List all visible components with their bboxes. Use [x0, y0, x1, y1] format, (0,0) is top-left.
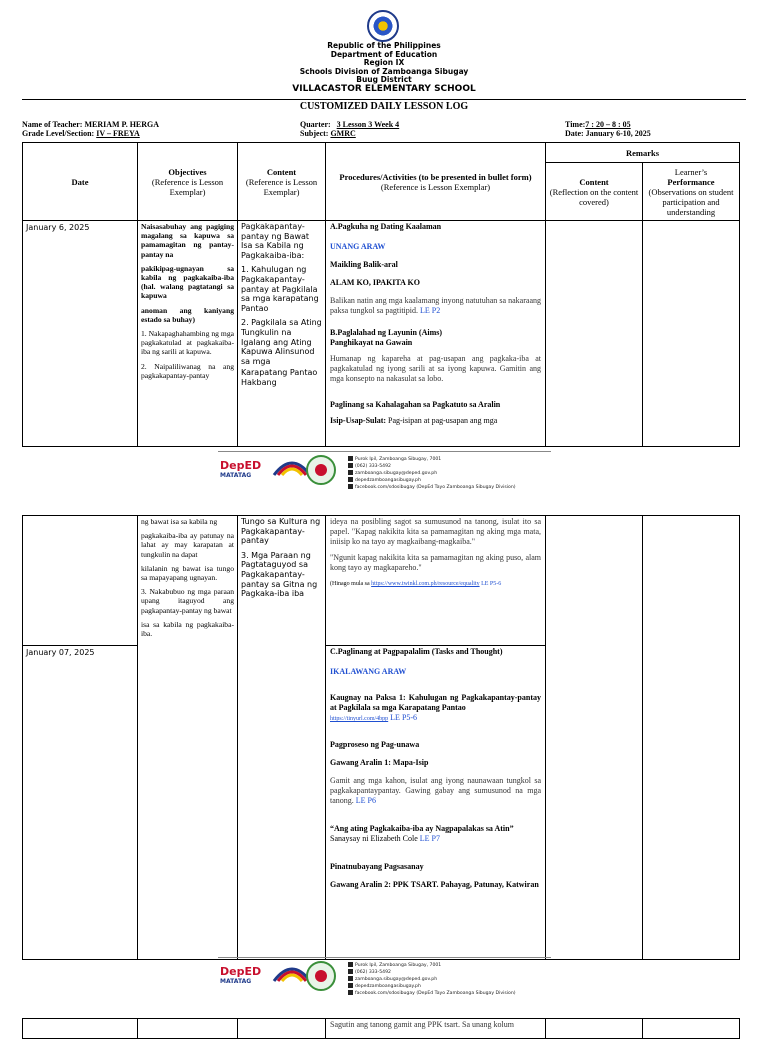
subheading: Pinatnubayang Pagsasanay	[330, 862, 424, 871]
contact-block: Purok Ipil, Zamboanga Sibugay, 7001 (062) 333-5492 zamboanga.sibugay@deped.gov.ph depedzamboangasibugay.ph facebook.com/sdosibugay (DepEd Tayo Zamboanga Sibugay Division)	[348, 456, 516, 491]
learner-performance-cell	[643, 221, 740, 447]
phone-icon	[348, 969, 353, 974]
header-date: Date	[23, 143, 138, 221]
facebook-icon	[348, 484, 353, 489]
deped-seal-icon	[367, 10, 399, 42]
deped-logo-icon: DepED	[220, 459, 262, 472]
grade-section: IV – FREYA	[96, 129, 140, 138]
activity-text: Balikan natin ang mga kaalamang inyong natutuhan sa nakaraang paksa tungkol sa pagtitipid. LE P2	[330, 296, 541, 315]
procedures-cell	[326, 221, 546, 447]
activity-text: "Ngunit kapag nakikita kita sa pamamagitan ng aking puso, alam kong tayo ay magkapareho."	[330, 553, 541, 572]
web-icon	[348, 477, 353, 482]
header-district: Buug District	[356, 75, 412, 84]
subheading: Pagproseso ng Pag-unawa	[330, 740, 420, 749]
lesson-exemplar-ref[interactable]: LE P5-6	[390, 713, 418, 722]
phone-icon	[348, 463, 353, 468]
objective-item-3: 3. Nakabubuo ng mga paraan upang itaguyod ang pagkapantay-pantay ng bawat	[141, 587, 234, 615]
content-item-2: 2. Pagkilala sa Ating Tungkulin na Igalang ang Ating Kapuwa Alinsunod sa mga	[241, 318, 322, 366]
essay-author: Sanaysay ni Elizabeth Cole LE P7	[330, 834, 440, 843]
division-seal-icon	[306, 455, 336, 485]
content-item-1: 1. Kahulugan ng Pagkakapantay-pantay at Pagkilala sa mga karapatang Pantao	[241, 265, 319, 313]
date-value: January 6-10, 2025	[585, 129, 651, 138]
source-link[interactable]: https://tinyurl.com/4bpp	[330, 716, 389, 722]
date-cell-continued	[23, 516, 138, 646]
objective-item-1: 1. Nakapaghahambing ng mga pagkakatulad at pagkakaiba-iba ng sarili at kapuwa.	[141, 329, 234, 357]
header-division: Schools Division of Zamboanga Sibugay	[299, 66, 469, 76]
header-rule	[22, 99, 746, 100]
teacher-name: MERIAM P. HERGA	[84, 120, 160, 129]
location-icon	[348, 962, 353, 967]
contact-block: Purok Ipil, Zamboanga Sibugay, 7001 (062) 333-5492 zamboanga.sibugay@deped.gov.ph depedzamboangasibugay.ph facebook.com/sdosibugay (DepEd Tayo Zamboanga Sibugay Division)	[348, 962, 516, 997]
lesson-log-page-1	[0, 0, 768, 490]
content-cell	[238, 1019, 326, 1039]
header-department: Department of Education	[330, 49, 438, 59]
activity-title: ALAM KO, IPAKITA KO	[330, 278, 420, 287]
procedures-cell	[326, 1019, 546, 1039]
lesson-table-page-2	[22, 515, 740, 960]
day-heading: IKALAWANG ARAW	[330, 667, 407, 676]
subheading: Maikling Balik-aral	[330, 260, 398, 269]
objective-text: Naisasabuhay ang pagiging magalang sa kapuwa sa pamamagitan ng pantay-pantay na	[141, 222, 234, 259]
document-title: CUSTOMIZED DAILY LESSON LOG	[299, 101, 469, 112]
lesson-log-page-2	[0, 500, 768, 996]
web-icon	[348, 983, 353, 988]
header-region: Region IX	[363, 58, 405, 67]
page-footer	[218, 957, 551, 996]
header-school: VILLACASTOR ELEMENTARY SCHOOL	[292, 84, 476, 94]
activity-text: Gamit ang mga kahon, isulat ang iyong naunawaan tungkol sa pagkakapantaypantay. Gawing gabay ang sumusunod na mga tanong. LE P6	[330, 776, 541, 805]
learner-performance-cell	[643, 1019, 740, 1039]
email-icon	[348, 976, 353, 981]
page-footer	[218, 451, 551, 490]
activity-text: ideya na posibling sagot sa sumusunod na tanong, isulat ito sa papel. "Kapag nakikita kita sa pamamagitan ng aking mga mata, iniisip ko na tayo ay magkaibang-magkaiba."	[330, 517, 541, 546]
time-value: 7 : 20 – 8 : 05	[585, 120, 631, 129]
section-heading: B.Paglalahad ng Layunin (Aims)	[330, 328, 443, 337]
objective-text: anoman ang kaniyang estado sa buhay)	[141, 305, 234, 324]
objective-text: isa sa kabila ng pagkakaiba-iba.	[141, 619, 234, 639]
date-cell-jan-6: January 6, 2025	[23, 221, 138, 447]
matatag-label: MATATAG	[220, 978, 252, 985]
objective-text: ng bawat isa sa kabila ng	[141, 517, 218, 526]
date-cell-jan-7: January 07, 2025	[23, 646, 138, 960]
header-learner-performance: Learner’s Performance (Observations on student participation and understanding	[643, 163, 740, 221]
lesson-exemplar-ref[interactable]: LE P5-6	[481, 581, 502, 587]
lesson-exemplar-ref[interactable]: LE P2	[420, 306, 441, 315]
topic-links	[330, 713, 541, 724]
subject-value: GMRC	[330, 129, 356, 138]
subheading: Paglinang sa Kahalagahan sa Pagkatuto sa Aralin	[330, 400, 501, 409]
lesson-exemplar-ref[interactable]: LE P7	[419, 834, 440, 843]
content-item-3: 3. Mga Paraan ng Pagtataguyod sa Pagkakapantay-pantay sa Gitna ng Pagkaka-iba iba	[241, 550, 318, 599]
remarks-content-cell	[546, 1019, 643, 1039]
quarter-value: 3 Lesson 3 Week 4	[336, 120, 400, 129]
facebook-icon	[348, 990, 353, 995]
objective-text: pagkakaiba-iba ay patunay na lahat ay may karapatan at tungkulin na dapat	[141, 531, 234, 559]
activity-title: Gawang Aralin 2: PPK TSART. Pahayag, Patunay, Katwiran	[330, 880, 539, 889]
section-heading: A.Pagkuha ng Dating Kaalaman	[330, 222, 442, 231]
location-icon	[348, 456, 353, 461]
content-text: Karapatang Pantao Hakbang	[241, 368, 318, 387]
header-remarks: Remarks	[546, 143, 740, 163]
remarks-content-cell	[546, 516, 643, 960]
procedures-cell	[326, 516, 546, 646]
lesson-log-page-3	[0, 1000, 768, 1029]
topic-heading: Kaugnay na Paksa 1: Kahulugan ng Pagkakapantay-pantay at Pagkilala sa mga Karapatang Pantao	[330, 693, 541, 712]
date-cell-continued	[23, 1019, 138, 1039]
remarks-content-cell	[546, 221, 643, 447]
header-objectives: Objectives (Reference is Lesson Exemplar)	[138, 143, 238, 221]
header-remarks-content: Content (Reflection on the content covered)	[546, 163, 643, 221]
activity-text: Sagutin ang tanong gamit ang PPK tsart. Sa unang kolum	[330, 1020, 514, 1029]
email-icon	[348, 470, 353, 475]
essay-title: “Ang ating Pagkakaiba-iba ay Nagpapalakas sa Atin”	[330, 824, 514, 833]
deped-logo-icon: DepED	[220, 965, 262, 978]
content-text: Tungo sa Kultura ng Pagkakapantay-pantay	[241, 517, 321, 546]
content-cell	[238, 516, 326, 960]
header-content: Content (Reference is Lesson Exemplar)	[238, 143, 326, 221]
header-procedures: Procedures/Activities (to be presented in bullet form) (Reference is Lesson Exemplar)	[326, 143, 546, 221]
lesson-table-page-3	[22, 1018, 740, 1039]
objective-text: kilalanin ng bawat isa tungo sa mapayapang ugnayan.	[141, 563, 234, 583]
quarter-line: Quarter: 3 Lesson 3 Week 4	[300, 120, 400, 129]
learner-performance-cell	[643, 516, 740, 960]
objectives-cell	[138, 516, 238, 960]
activity-title: Gawang Aralin 1: Mapa-Isip	[330, 758, 429, 767]
activity-text: Isip-Usap-Sulat: Pag-isipan at pag-usapan ang mga	[330, 416, 498, 425]
subheading: Panghikayat na Gawain	[330, 338, 413, 347]
objective-item-2: 2. Naipaliliwanag na ang pagkakapantay-pantay	[141, 361, 234, 380]
header-republic: Republic of the Philippines	[327, 41, 441, 50]
subject-line: Subject: GMRC	[300, 129, 356, 138]
time-line: Time:7 : 20 – 8 : 05	[565, 120, 631, 129]
objectives-cell	[138, 1019, 238, 1039]
section-heading: C.Paglinang at Pagpapalalim (Tasks and Thought)	[330, 647, 503, 656]
activity-text: Humanap ng kapareha at pag-usapan ang pagkaka-iba at pagkakatulad ng iyong sarili at sa iyong kapuwa. Gamitin ang mga konsepto na nakasulat sa lobo.	[330, 354, 541, 383]
day-heading: UNANG ARAW	[330, 242, 386, 251]
division-seal-icon	[306, 961, 336, 991]
lesson-exemplar-ref[interactable]: LE P6	[355, 796, 377, 805]
matatag-label: MATATAG	[220, 472, 252, 479]
grade-line: Grade Level/Section: IV – FREYA	[22, 129, 140, 138]
source-link[interactable]: https://www.twinkl.com.ph/resource/equality	[371, 581, 480, 587]
date-line: Date: January 6-10, 2025	[565, 129, 651, 138]
teacher-line: Name of Teacher: MERIAM P. HERGA	[22, 120, 160, 129]
lesson-table-page-1	[22, 142, 740, 447]
objectives-cell	[138, 221, 238, 447]
content-text: Pagkakapantay-pantay ng Bawat Isa sa Kabila ng Pagkakaiba-iba:	[241, 222, 310, 260]
content-cell	[238, 221, 326, 447]
procedures-cell	[326, 646, 546, 960]
source-citation: (Hinago mula sa https://www.twinkl.com.ph/resource/equality LE P5-6	[330, 581, 502, 587]
objective-text: pakikipag-ugnayan sa kabila ng pagkakaiba-iba (hal. walang pagtatangi sa kapuwa	[141, 263, 234, 301]
